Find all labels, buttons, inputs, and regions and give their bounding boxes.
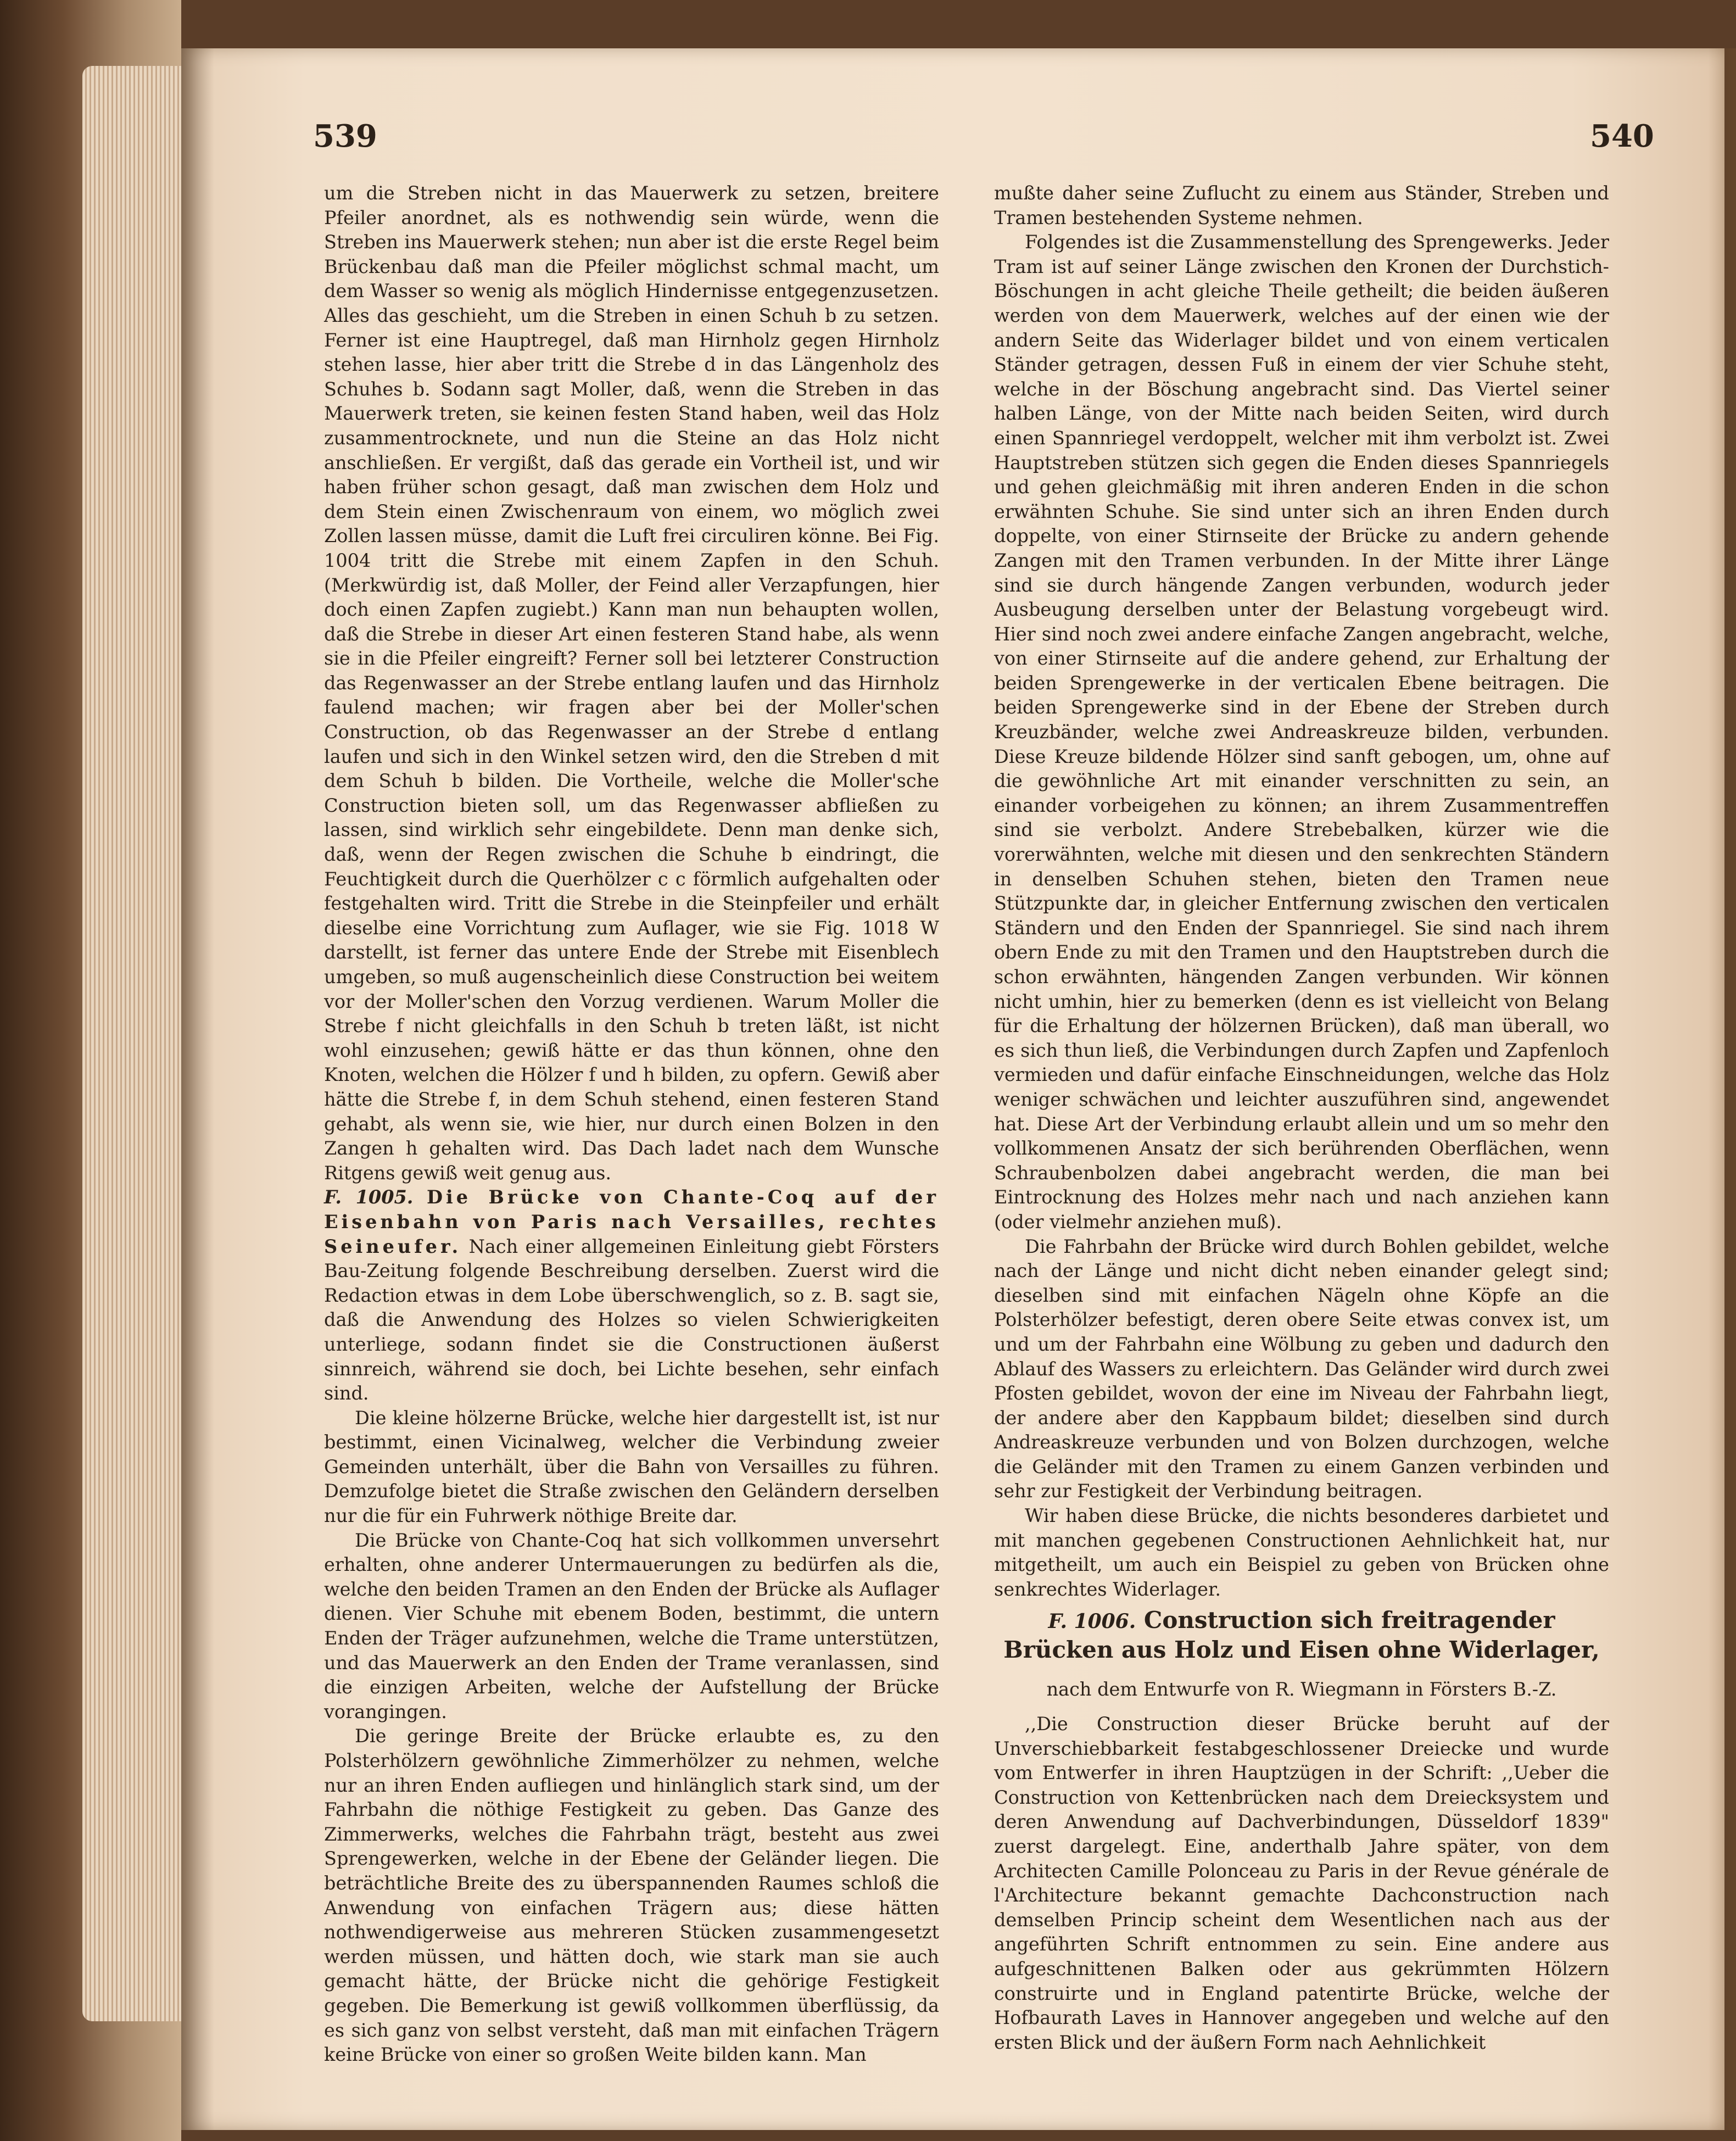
entry-1006-ref: F. 1006. bbox=[1048, 1610, 1136, 1633]
left-column bbox=[324, 181, 939, 2067]
paragraph: mußte daher seine Zuflucht zu einem aus Ständer, Streben und Tramen bestehenden Systeme nehmen. bbox=[994, 182, 1609, 228]
entry-1006-byline: nach dem Entwurfe von R. Wiegmann in Försters B.-Z. bbox=[1046, 1679, 1557, 1700]
entry-1005-ref: F. 1005. bbox=[324, 1186, 414, 1208]
paragraph: Wir haben diese Brücke, die nichts besonderes darbietet und mit manchen gegebenen Constructionen Aehnlichkeit hat, nur mitgetheilt, um auch ein Beispiel zu geben von Brücken ohne senkrechtes Widerlager. bbox=[994, 1505, 1609, 1600]
entry-1005-text: Nach einer allgemeinen Einleitung giebt Försters Bau-Zeitung folgende Beschreibung derselben. Zuerst wird die Redaction etwas in dem Lobe überschwenglich, so z. B. sagt sie, daß die Anwendung des Holzes so vielen Schwierigkeiten unterliege, sodann findet sie die Constructionen äußerst sinnreich, während sie doch, bei Lichte besehen, sehr einfach sind. bbox=[324, 1235, 939, 1404]
page-stack-edges bbox=[82, 66, 187, 2021]
page-number-left: 539 bbox=[313, 118, 377, 154]
page-number-right: 540 bbox=[1590, 118, 1654, 154]
entry-1006-heading bbox=[994, 1606, 1609, 1664]
entry-1005-title: Die Brücke von Chante-Coq auf der Eisenbahn von Paris nach Versailles, rechtes Seineufer. bbox=[324, 1186, 939, 1257]
paragraph: Die Brücke von Chante-Coq hat sich vollkommen unversehrt erhalten, ohne anderer Untermauerungen zu bedürfen als die, welche den beiden Tramen an den Enden der Brücke als Auflager dienen. Vier Schuhe mit ebenem Boden, bestimmt, die untern Enden der Träger aufzunehmen, welche die Trame unterstützen, und das Mauerwerk an den Enden der Trame veranlassen, sind die einzigen Arbeiten, welche der Aufstellung der Brücke vorangingen. bbox=[324, 1529, 939, 1722]
entry-1005 bbox=[324, 1185, 939, 1406]
right-column bbox=[994, 181, 1609, 2055]
paragraph: Die geringe Breite der Brücke erlaubte es, zu den Polsterhölzern gewöhnliche Zimmerhölzer zu nehmen, welche nur an ihren Enden aufliegen und hinlänglich stark sind, um der Fahrbahn die nöthige Festigkeit zu geben. Das Ganze des Zimmerwerks, welches die Fahrbahn trägt, besteht aus zwei Sprengewerken, welche in der Ebene der Geländer liegen. Die beträchtliche Breite des zu überspannenden Raumes schloß die Anwendung von einfachen Trägern aus; diese hätten nothwendigerweise aus mehreren Stücken zusammengesetzt werden müssen, und hätten doch, wie stark man sie auch gemacht hätte, der Brücke nicht die gehörige Festigkeit gegeben. Die Bemerkung ist gewiß vollkommen überflüssig, da es sich ganz von selbst versteht, daß man mit einfachen Trägern keine Brücke von einer so großen Weite bilden kann. Man bbox=[324, 1725, 939, 2066]
entry-1006-title: Construction sich freitragender Brücken aus Holz und Eisen ohne Widerlager, bbox=[1003, 1607, 1600, 1664]
intro-paragraph: um die Streben nicht in das Mauerwerk zu setzen, breitere Pfeiler anordnet, als es nothwendig sein würde, wenn die Streben ins Mauerwerk stehen; nun aber ist die erste Regel beim Brückenbau daß man die Pfeiler möglichst schmal macht, um dem Wasser so wenig als möglich Hindernisse entgegenzusetzen. Alles das geschieht, um die Streben in einen Schuh b zu setzen. Ferner ist eine Hauptregel, daß man Hirnholz gegen Hirnholz stehen lasse, hier aber tritt die Strebe d in das Längenholz des Schuhes b. Sodann sagt Moller, daß, wenn die Streben in das Mauerwerk treten, sie keinen festen Stand haben, weil das Holz zusammentrocknete, und nun die Steine an das Holz nicht anschließen. Er vergißt, daß das gerade ein Vortheil ist, und wir haben früher schon gesagt, daß man zwischen dem Holz und dem Stein einen Zwischenraum von einem, wo möglich zwei Zollen lassen müsse, damit die Luft frei circuliren könne. Bei Fig. 1004 tritt die Strebe mit einem Zapfen in den Schuh. (Merkwürdig ist, daß Moller, der Feind aller Verzapfungen, hier doch einen Zapfen zugiebt.) Kann man nun behaupten wollen, daß die Strebe in dieser Art einen festeren Stand habe, als wenn sie in die Pfeiler eingreift? Ferner soll bei letzterer Construction das Regenwasser an der Strebe entlang laufen und das Hirnholz faulend machen; wir fragen aber bei der Moller'schen Construction, ob das Regenwasser an der Strebe d entlang laufen und sich in den Winkel setzen wird, den die Streben d mit dem Schuh b bilden. Die Vortheile, welche die Moller'sche Construction bieten soll, um das Regenwasser abfließen zu lassen, sind wirklich sehr eingebildete. Denn man denke sich, daß, wenn der Regen zwischen die Schuhe b eindringt, die Feuchtigkeit durch die Querhölzer c c förmlich aufgehalten oder festgehalten wird. Tritt die Strebe in die Steinpfeiler und erhält dieselbe eine Vorrichtung zum Auflager, wie sie Fig. 1018 W darstellt, ist ferner das untere Ende der Strebe mit Eisenblech umgeben, so muß augenscheinlich diese Construction bei weitem vor der Moller'schen den Vorzug verdienen. Warum Moller die Strebe f nicht gleichfalls in den Schuh b treten läßt, ist nicht wohl einzusehen; gewiß hätte er das thun können, ohne den Knoten, welchen die Hölzer f und h bilden, zu opfern. Gewiß aber hätte die Strebe f, in dem Schuh stehend, einen festeren Stand gehabt, als wenn sie, wie hier, nur durch einen Bolzen in den Zangen h gehalten wird. Das Dach ladet nach dem Wunsche Ritgens gewiß weit genug aus. bbox=[324, 182, 939, 1184]
entry-1006-text: ,,Die Construction dieser Brücke beruht auf der Unverschiebbarkeit festabgeschlossener Dreiecke und wurde vom Entwerfer in ihren Hauptzügen in der Schrift: ,,Ueber die Construction von Kettenbrücken nach dem Dreiecksystem und deren Anwendung auf Dachverbindungen, Düsseldorf 1839" zuerst dargelegt. Eine, anderthalb Jahre später, von dem Architecten Camille Polonceau zu Paris in der Revue générale de l'Architecture bekannt gemachte Dachconstruction nach demselben Princip scheint dem Wesentlichen nach aus der angeführten Schrift entnommen zu sein. Eine andere aus aufgeschnittenen Balken oder aus gekrümmten Hölzern construirte und in England patentirte Brücke, welche der Hofbaurath Laves in Hannover angegeben und welche auf den ersten Blick und der äußern Form nach Aehnlichkeit bbox=[994, 1713, 1609, 2053]
page-right-edge bbox=[1708, 48, 1736, 2130]
paragraph: Folgendes ist die Zusammenstellung des Sprengewerks. Jeder Tram ist auf seiner Länge zwischen den Kronen der Durchstich-Böschungen in acht gleiche Theile getheilt; die beiden äußeren werden von dem Mauerwerk, welches auf der einen wie der andern Seite das Widerlager bildet und von einem verticalen Ständer getragen, dessen Fuß in einem der vier Schuhe steht, welche in der Böschung angebracht sind. Das Viertel seiner halben Länge, von der Mitte nach beiden Seiten, wird durch einen Spannriegel verdoppelt, welcher mit ihm verbolzt ist. Zwei Hauptstreben stützen sich gegen die Enden dieses Spannriegels und gehen gleichmäßig mit ihren anderen Enden in die schon erwähnten Schuhe. Sie sind unter sich an ihren Enden durch doppelte, von einer Stirnseite der Brücke zu andern gehende Zangen mit den Tramen verbunden. In der Mitte ihrer Länge sind sie durch hängende Zangen verbunden, wodurch jeder Ausbeugung derselben unter der Belastung vorgebeugt wird. Hier sind noch zwei andere einfache Zangen angebracht, welche, von einer Stirnseite auf die andere gehend, zur Erhaltung der beiden Sprengewerke in der verticalen Ebene beitragen. Die beiden Sprengewerke sind in der Ebene der Streben durch Kreuzbänder, welche zwei Andreaskreuze bilden, verbunden. Diese Kreuze bildende Hölzer sind sanft gebogen, um, ohne auf die gewöhnliche Art mit einander verschnitten zu sein, an einander vorbeigehen zu können; an ihrem Zusammentreffen sind sie verbolzt. Andere Strebebalken, kürzer wie die vorerwähnten, welche mit diesen und den senkrechten Ständern in denselben Schuhen stehen, bieten den Tramen neue Stützpunkte dar, in gleicher Entfernung zwischen den verticalen Ständern und den Enden der Spannriegel. Sie sind nach ihrem obern Ende zu mit den Tramen und den Hauptstreben durch die schon erwähnten, hängenden Zangen verbunden. Wir können nicht umhin, hier zu bemerken (denn es ist vielleicht von Belang für die Erhaltung der hölzernen Brücken), daß man überall, wo es sich thun ließ, die Verbindungen durch Zapfen und Zapfenloch vermieden und dafür einfache Einschneidungen, welche das Holz weniger schwächen und leichter auszuführen sind, angewendet hat. Diese Art der Verbindung erlaubt allein und um so mehr den vollkommenen Ansatz der sich berührenden Oberflächen, wenn Schraubenbolzen dabei angebracht werden, die man bei Eintrocknung des Holzes mehr nach und nach anziehen kann (oder vielmehr anziehen muß). bbox=[994, 231, 1609, 1233]
paragraph: Die Fahrbahn der Brücke wird durch Bohlen gebildet, welche nach der Länge und nicht dicht neben einander gelegt sind; dieselben sind mit einfachen Nägeln ohne Köpfe an die Polsterhölzer befestigt, deren obere Seite etwas convex ist, um und um der Fahrbahn eine Wölbung zu geben und dadurch den Ablauf des Wassers zu erleichtern. Das Geländer wird durch zwei Pfosten gebildet, wovon der eine im Niveau der Fahrbahn liegt, der andere aber den Kappbaum bildet; dieselben sind durch Andreaskreuze verbunden und von Bolzen durchzogen, welche die Geländer mit den Tramen zu einem Ganzen verbinden und sehr zur Festigkeit der Verbindung beitragen. bbox=[994, 1235, 1609, 1502]
gutter-shadow bbox=[181, 48, 214, 2130]
paragraph: Die kleine hölzerne Brücke, welche hier dargestellt ist, ist nur bestimmt, einen Vicinalweg, welcher die Verbindung zweier Gemeinden unterhält, über die Bahn von Versailles zu führen. Demzufolge bietet die Straße zwischen den Geländern derselben nur die für ein Fuhrwerk nöthige Breite dar. bbox=[324, 1407, 939, 1527]
